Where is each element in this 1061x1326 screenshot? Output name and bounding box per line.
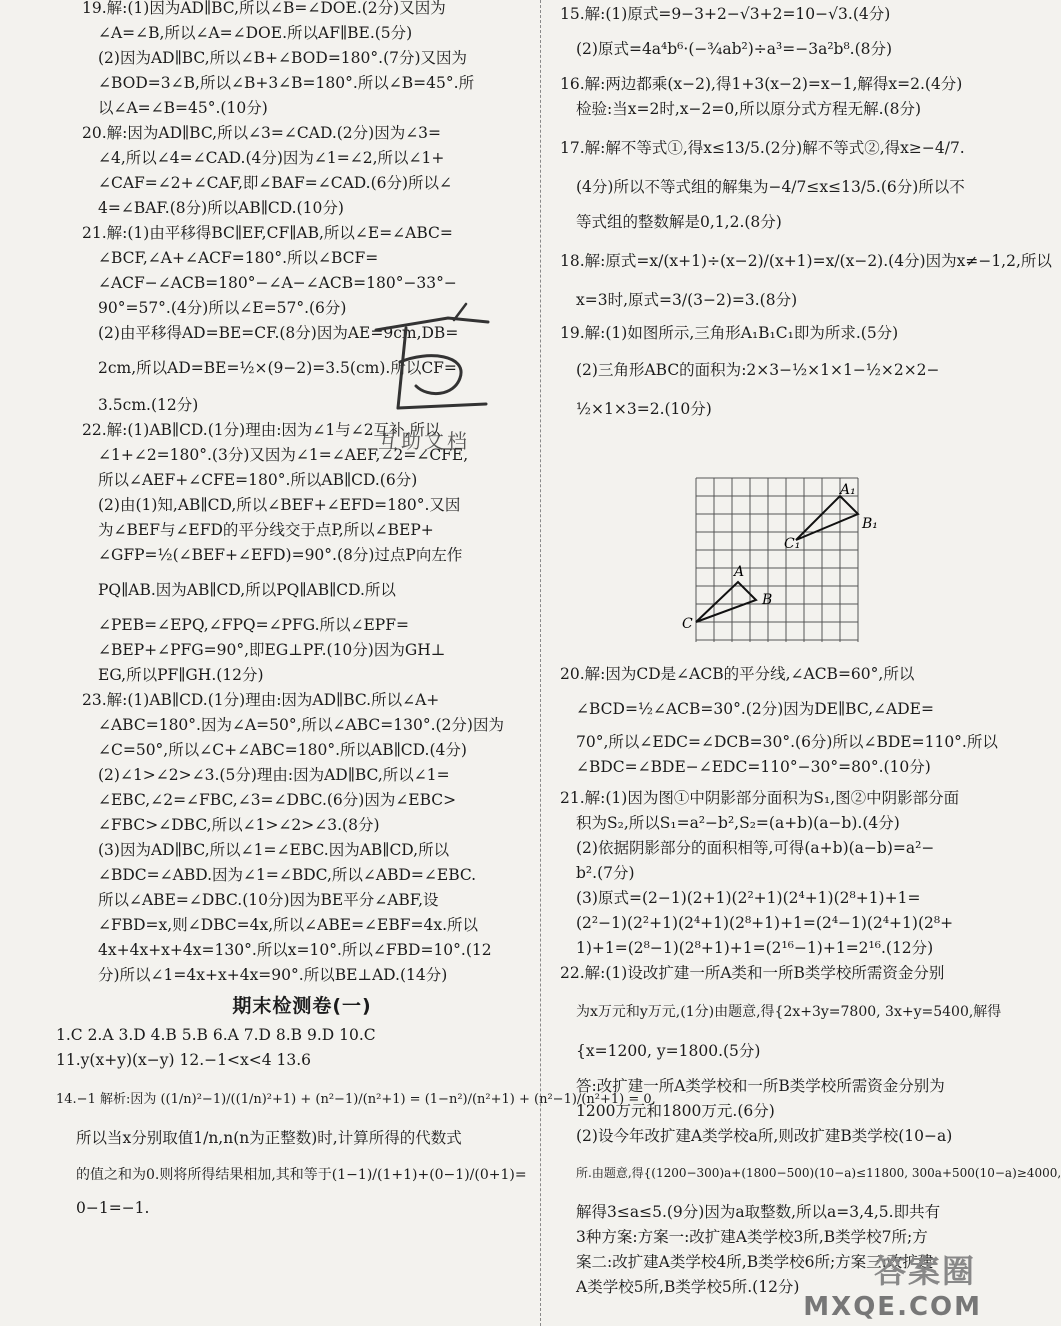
- line-l10: ∠BCF,∠A+∠ACF=180°.所以∠BCF=: [98, 249, 379, 267]
- line-s12: 为x万元和y万元,(1分)由题意,得{2x+3y=7800, 3x+y=5400,解得: [576, 1004, 1002, 1020]
- line-r8: x=3时,原式=3/(3−2)=3.(8分): [576, 291, 798, 309]
- line-l4: 以∠A=∠B=45°.(10分): [98, 99, 268, 117]
- right-column-top: [560, 2, 1052, 422]
- line-l25: EG,所以PF∥GH.(12分): [98, 666, 264, 684]
- line-l7: ∠CAF=∠2+∠CAF,即∠BAF=∠CAD.(6分)所以∠: [98, 174, 453, 192]
- label-b: B: [762, 592, 773, 608]
- line-s18: 解得3≤a≤5.(9分)因为a取整数,所以a=3,4,5.即共有: [576, 1203, 941, 1221]
- line-s21: A类学校5所,B类学校5所.(12分): [576, 1278, 800, 1296]
- q14-line3: 的值之和为0.则将所得结果相加,其和等于(1−1)/(1+1)+(0−1)/(0+1)=: [76, 1167, 527, 1183]
- line-s17: 所.由题意,得{(1200−300)a+(1800−500)(10−a)≤11800, 300a+500(10−a)≥4000,: [576, 1166, 1061, 1180]
- line-s3: ∠BDC=∠BDE−∠EDC=110°−30°=80°.(10分): [576, 758, 931, 776]
- line-l26: 23.解:(1)AB∥CD.(1分)理由:因为AD∥BC.所以∠A+: [82, 691, 440, 709]
- line-r0: 15.解:(1)原式=9−3+2−√3+2=10−√3.(4分): [560, 5, 891, 23]
- line-l3: ∠BOD=3∠B,所以∠B+3∠B=180°.所以∠B=45°.所: [98, 74, 475, 92]
- line-l31: ∠FBC>∠DBC,所以∠1>∠2>∠3.(8分): [98, 816, 380, 834]
- line-r9: 19.解:(1)如图所示,三角形A₁B₁C₁即为所求.(5分): [560, 324, 899, 342]
- line-r11: ½×1×3=2.(10分): [576, 400, 712, 418]
- line-s13: {x=1200, y=1800.(5分): [576, 1042, 761, 1060]
- label-c1: C₁: [784, 536, 801, 552]
- line-l0: 19.解:(1)因为AD∥BC,所以∠B=∠DOE.(2分)又因为: [82, 0, 446, 17]
- line-l32: (3)因为AD∥BC,所以∠1=∠EBC.因为AB∥CD,所以: [98, 841, 450, 859]
- q14-line4: 0−1=−1.: [76, 1199, 150, 1217]
- line-l14: 2cm,所以AD=BE=½×(9−2)=3.5(cm).所以CF=: [98, 359, 457, 377]
- line-l35: ∠FBD=x,则∠DBC=4x,所以∠ABE=∠EBF=4x.所以: [98, 916, 479, 934]
- line-s14: 答:改扩建一所A类学校和一所B类学校所需资金分别为: [576, 1077, 945, 1095]
- label-a1: A₁: [840, 482, 856, 498]
- line-s8: (3)原式=(2−1)(2+1)(2²+1)(2⁴+1)(2⁸+1)+1=: [576, 889, 921, 907]
- line-l22: PQ∥AB.因为AB∥CD,所以PQ∥AB∥CD.所以: [98, 581, 396, 599]
- fill-answers: 11.y(x+y)(x−y) 12.−1<x<4 13.6: [56, 1051, 312, 1069]
- line-s16: (2)设今年改扩建A类学校a所,则改扩建B类学校(10−a): [576, 1127, 953, 1145]
- line-l8: 4=∠BAF.(8分)所以AB∥CD.(10分): [98, 199, 344, 217]
- line-s9: (2²−1)(2²+1)(2⁴+1)(2⁸+1)+1=(2⁴−1)(2⁴+1)(2⁸+: [576, 914, 954, 932]
- line-l13: (2)由平移得AD=BE=CF.(8分)因为AE=9cm,DB=: [98, 324, 459, 342]
- line-l20: 为∠BEF与∠EFD的平分线交于点P,所以∠BEP+: [98, 521, 434, 539]
- line-r1: (2)原式=4a⁴b⁶·(−¾ab²)÷a³=−3a²b⁸.(8分): [576, 40, 893, 58]
- right-column-bottom: [560, 662, 1061, 1300]
- line-l36: 4x+4x+x+4x=130°.所以x=10°.所以∠FBD=10°.(12: [98, 941, 492, 959]
- line-l24: ∠BEP+∠PFG=90°,即EG⊥PF.(10分)因为GH⊥: [98, 641, 446, 659]
- label-c: C: [682, 616, 693, 632]
- line-l15: 3.5cm.(12分): [98, 396, 199, 414]
- choice-answers: 1.C 2.A 3.D 4.B 5.B 6.A 7.D 8.B 9.D 10.C: [56, 1026, 376, 1044]
- line-s6: (2)依据阴影部分的面积相等,可得(a+b)(a−b)=a²−: [576, 839, 935, 857]
- label-a: A: [734, 564, 745, 580]
- line-l23: ∠PEB=∠EPQ,∠FPQ=∠PFG.所以∠EPF=: [98, 616, 409, 634]
- line-l37: 分)所以∠1=4x+x+4x=90°.所以BE⊥AD.(14分): [98, 966, 448, 984]
- line-s1: ∠BCD=½∠ACB=30°.(2分)因为DE∥BC,∠ADE=: [576, 700, 934, 718]
- line-l34: 所以∠ABE=∠DBC.(10分)因为BE平分∠ABF,设: [98, 891, 439, 909]
- line-l33: ∠BDC=∠ABD.因为∠1=∠BDC,所以∠ABD=∠EBC.: [98, 866, 477, 884]
- line-l27: ∠ABC=180°.因为∠A=50°,所以∠ABC=130°.(2分)因为: [98, 716, 504, 734]
- line-s4: 21.解:(1)因为图①中阴影部分面积为S₁,图②中阴影部分面: [560, 789, 960, 807]
- line-l18: 所以∠AEF+∠CFE=180°.所以AB∥CD.(6分): [98, 471, 418, 489]
- line-r3: 检验:当x=2时,x−2=0,所以原分式方程无解.(8分): [576, 100, 921, 118]
- line-l5: 20.解:因为AD∥BC,所以∠3=∠CAD.(2分)因为∠3=: [82, 124, 442, 142]
- line-r10: (2)三角形ABC的面积为:2×3−½×1×1−½×2×2−: [576, 361, 940, 379]
- line-s19: 3种方案:方案一:改扩建A类学校3所,B类学校7所;方: [576, 1228, 928, 1246]
- watermark-url: MXQE.COM: [803, 1292, 982, 1322]
- line-r5: (4分)所以不等式组的解集为−4/7≤x≤13/5.(6分)所以不: [576, 178, 965, 196]
- line-l28: ∠C=50°,所以∠C+∠ABC=180°.所以AB∥CD.(4分): [98, 741, 467, 759]
- column-divider: [540, 0, 542, 1326]
- line-s20: 案二:改扩建A类学校4所,B类学校6所;方案三:改扩建: [576, 1253, 934, 1271]
- watermark-logo-text: 答案圈: [873, 1252, 976, 1290]
- line-r6: 等式组的整数解是0,1,2.(8分): [576, 213, 782, 231]
- triangle-abc: [696, 582, 756, 622]
- grid-figure: [676, 470, 876, 650]
- line-r7: 18.解:原式=x/(x+1)÷(x−2)/(x+1)=x/(x−2).(4分)因为x≠−1,2,所以: [560, 252, 1052, 270]
- line-l2: (2)因为AD∥BC,所以∠B+∠BOD=180°.(7分)又因为: [98, 49, 468, 67]
- line-l21: ∠GFP=½(∠BEF+∠EFD)=90°.(8分)过点P向左作: [98, 546, 463, 564]
- line-s0: 20.解:因为CD是∠ACB的平分线,∠ACB=60°,所以: [560, 665, 915, 683]
- line-l17: ∠1+∠2=180°.(3分)又因为∠1=∠AEF,∠2=∠CFE,: [98, 446, 469, 464]
- line-s10: 1)+1=(2⁸−1)(2⁸+1)+1=(2¹⁶−1)+1=2¹⁶.(12分): [576, 939, 934, 957]
- triangle-a1b1c1: [796, 496, 858, 540]
- line-l6: ∠4,所以∠4=∠CAD.(4分)因为∠1=∠2,所以∠1+: [98, 149, 445, 167]
- q14-line1: 14.−1 解析:因为 ((1/n)²−1)/((1/n)²+1) + (n²−1)/(n²+1) = (1−n²)/(n²+1) + (n²−1)/(n²+1) = 0,: [56, 1092, 656, 1107]
- line-s2: 70°,所以∠EDC=∠DCB=30°.(6分)所以∠BDE=110°.所以: [576, 733, 998, 751]
- line-l30: ∠EBC,∠2=∠FBC,∠3=∠DBC.(6分)因为∠EBC>: [98, 791, 457, 809]
- q14-line2: 所以当x分别取值1/n,n(n为正整数)时,计算所得的代数式: [76, 1129, 462, 1147]
- line-l9: 21.解:(1)由平移得BC∥EF,CF∥AB,所以∠E=∠ABC=: [82, 224, 453, 242]
- line-l1: ∠A=∠B,所以∠A=∠DOE.所以AF∥BE.(5分): [98, 24, 413, 42]
- line-s15: 1200万元和1800万元.(6分): [576, 1102, 775, 1120]
- line-l11: ∠ACF−∠ACB=180°−∠A−∠ACB=180°−33°−: [98, 274, 457, 292]
- line-s7: b².(7分): [576, 864, 635, 882]
- label-b1: B₁: [862, 516, 878, 532]
- line-r2: 16.解:两边都乘(x−2),得1+3(x−2)=x−1,解得x=2.(4分): [560, 75, 963, 93]
- stamp-text: 互助文档: [378, 429, 470, 453]
- line-r4: 17.解:解不等式①,得x≤13/5.(2分)解不等式②,得x≥−4/7.: [560, 139, 965, 157]
- line-l12: 90°=57°.(4分)所以∠E=57°.(6分): [98, 299, 347, 317]
- line-l19: (2)由(1)知,AB∥CD,所以∠BEF+∠EFD=180°.又因: [98, 496, 461, 514]
- line-s5: 积为S₂,所以S₁=a²−b²,S₂=(a+b)(a−b).(4分): [576, 814, 900, 832]
- section-title: 期末检测卷(一): [232, 995, 372, 1017]
- line-l29: (2)∠1>∠2>∠3.(5分)理由:因为AD∥BC,所以∠1=: [98, 766, 450, 784]
- line-l16: 22.解:(1)AB∥CD.(1分)理由:因为∠1与∠2互补,所以: [82, 421, 441, 439]
- line-s11: 22.解:(1)设改扩建一所A类和一所B类学校所需资金分别: [560, 964, 945, 982]
